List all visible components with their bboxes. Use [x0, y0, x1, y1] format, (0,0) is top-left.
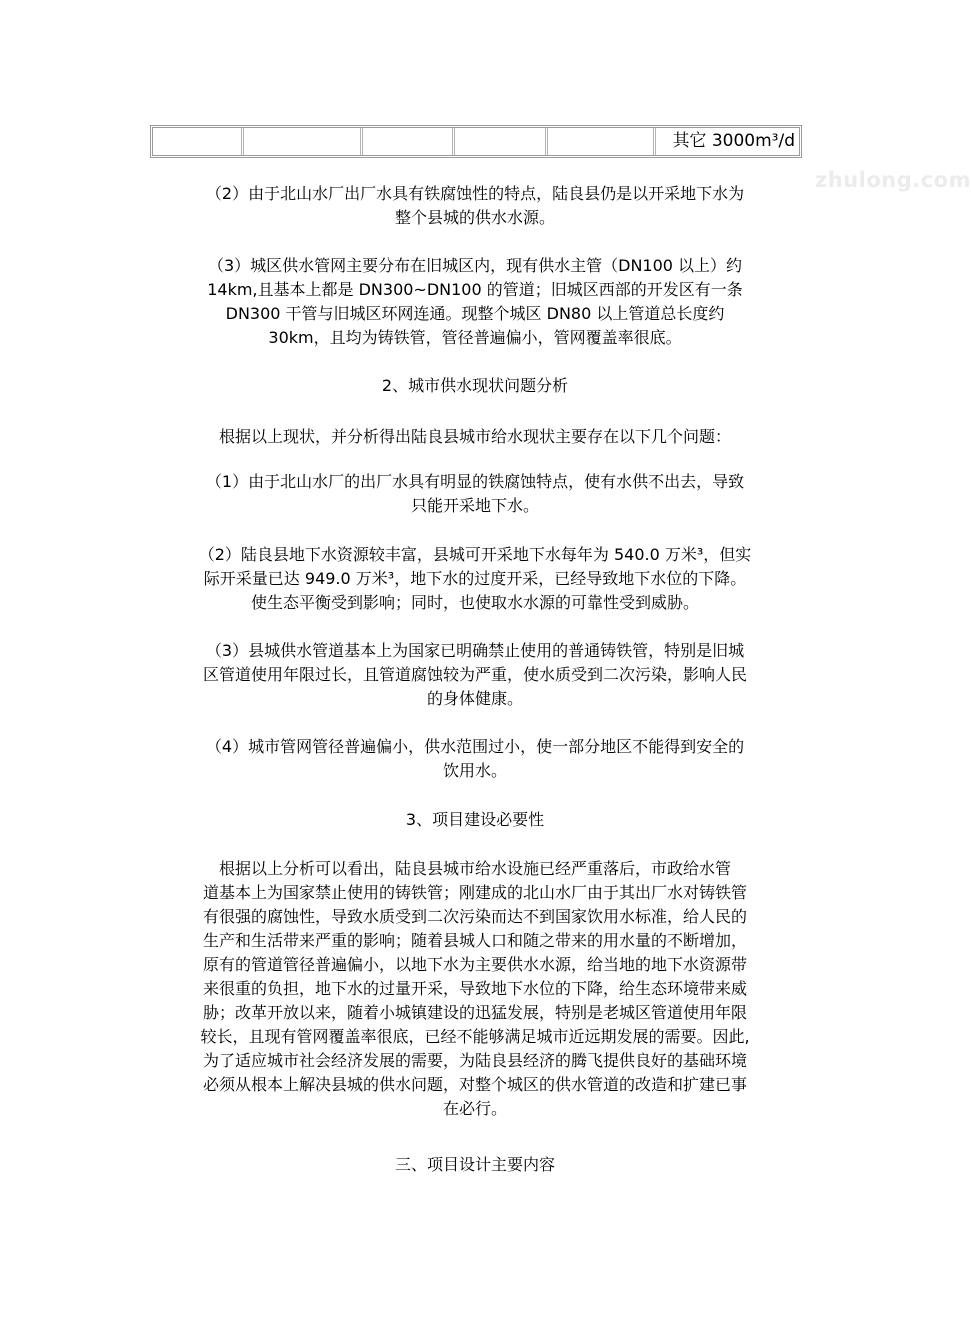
table-cell: [363, 128, 455, 155]
text-line: 在必行。: [442, 1099, 507, 1118]
paragraph-intro: [148, 425, 802, 449]
text-line: 根据以上分析可以看出，陆良县城市给水设施已经严重落后，市政给水管: [218, 859, 731, 878]
heading-text: 2、城市供水现状问题分析: [381, 376, 569, 395]
text-line: 根据以上现状，并分析得出陆良县城市给水现状主要存在以下几个问题：: [218, 427, 731, 446]
text-line: 胁；改革开放以来，随着小城镇建设的迅猛发展，特别是老城区管道使用年限: [202, 1003, 747, 1022]
text-line: 有很强的腐蚀性，导致水质受到二次污染而达不到国家饮用水标准，给人民的: [202, 907, 747, 926]
paragraph-necessity: [148, 857, 802, 1121]
table-cell-other-capacity: 其它 3000m³/d: [672, 131, 795, 151]
text-line: 整个县城的供水水源。: [394, 208, 555, 227]
text-line: （1）由于北山水厂的出厂水具有明显的铁腐蚀特点，使有水供不出去，导致: [205, 472, 745, 491]
text-line: （3）县城供水管道基本上为国家已明确禁止使用的普通铸铁管，特别是旧城: [205, 641, 745, 660]
paragraph-status-3: [148, 254, 802, 350]
paragraph-problem-4: [148, 735, 802, 783]
text-line: （2）陆良县地下水资源较丰富，县城可开采地下水每年为 540.0 万米³，但实: [198, 545, 752, 564]
text-line: 必须从根本上解决县城的供水问题，对整个城区的供水管道的改造和扩建已事: [202, 1075, 747, 1094]
text-line: 区管道使用年限过长，且管道腐蚀较为严重，使水质受到二次污染，影响人民: [202, 665, 747, 684]
text-line: 为了适应城市社会经济发展的需要，为陆良县经济的腾飞提供良好的基础环境: [202, 1051, 747, 1070]
text-line: DN300 干管与旧城区环网连通。现整个城区 DN80 以上管道总长度约: [225, 304, 725, 323]
table-cell: [548, 128, 656, 155]
table-cell: [455, 128, 548, 155]
paragraph-problem-3: [148, 639, 802, 711]
watermark-logo: zhulong.com: [815, 168, 971, 192]
text-line: （3）城区供水管网主要分布在旧城区内，现有供水主管（DN100 以上）约: [207, 256, 743, 275]
text-line: 的身体健康。: [426, 689, 523, 708]
text-line: 只能开采地下水。: [410, 496, 539, 515]
section-heading-design-content: [148, 1153, 802, 1177]
text-line: 30km，且均为铸铁管，管径普遍偏小，管网覆盖率很底。: [268, 328, 682, 347]
text-line: 原有的管道管径普遍偏小，以地下水为主要供水水源，给当地的地下水资源带: [202, 955, 747, 974]
paragraph-status-2: [148, 182, 802, 230]
heading-text: 三、项目设计主要内容: [394, 1155, 555, 1174]
text-line: 较长，且现有管网覆盖率很底，已经不能够满足城市近远期发展的需要。因此,: [200, 1027, 750, 1046]
text-line: （4）城市管网管径普遍偏小，供水范围过小，使一部分地区不能得到安全的: [205, 737, 745, 756]
table-cell: [153, 128, 244, 155]
text-line: 际开采量已达 949.0 万米³，地下水的过度开采，已经导致地下水位的下降。: [203, 569, 747, 588]
text-line: 生产和生活带来严重的影响；随着县城人口和随之带来的用水量的不断增加，: [202, 931, 747, 950]
heading-text: 3、项目建设必要性: [405, 810, 545, 829]
text-line: （2）由于北山水厂出厂水具有铁腐蚀性的特点，陆良县仍是以开采地下水为: [205, 184, 745, 203]
paragraph-problem-1: [148, 470, 802, 518]
section-heading-problem-analysis: [148, 374, 802, 398]
table-cell: [244, 128, 363, 155]
text-line: 道基本上为国家禁止使用的铸铁管；刚建成的北山水厂由于其出厂水对铸铁管: [202, 883, 747, 902]
text-line: 饮用水。: [442, 761, 507, 780]
water-supply-table-row: [150, 125, 802, 158]
paragraph-problem-2: [148, 543, 802, 615]
text-line: 使生态平衡受到影响；同时，也使取水水源的可靠性受到威胁。: [250, 593, 699, 612]
text-line: 来很重的负担，地下水的过量开采，导致地下水位的下降，给生态环境带来威: [202, 979, 747, 998]
text-line: 14km,且基本上都是 DN300~DN100 的管道；旧城区西部的开发区有一条: [207, 280, 743, 299]
section-heading-necessity: [148, 808, 802, 832]
